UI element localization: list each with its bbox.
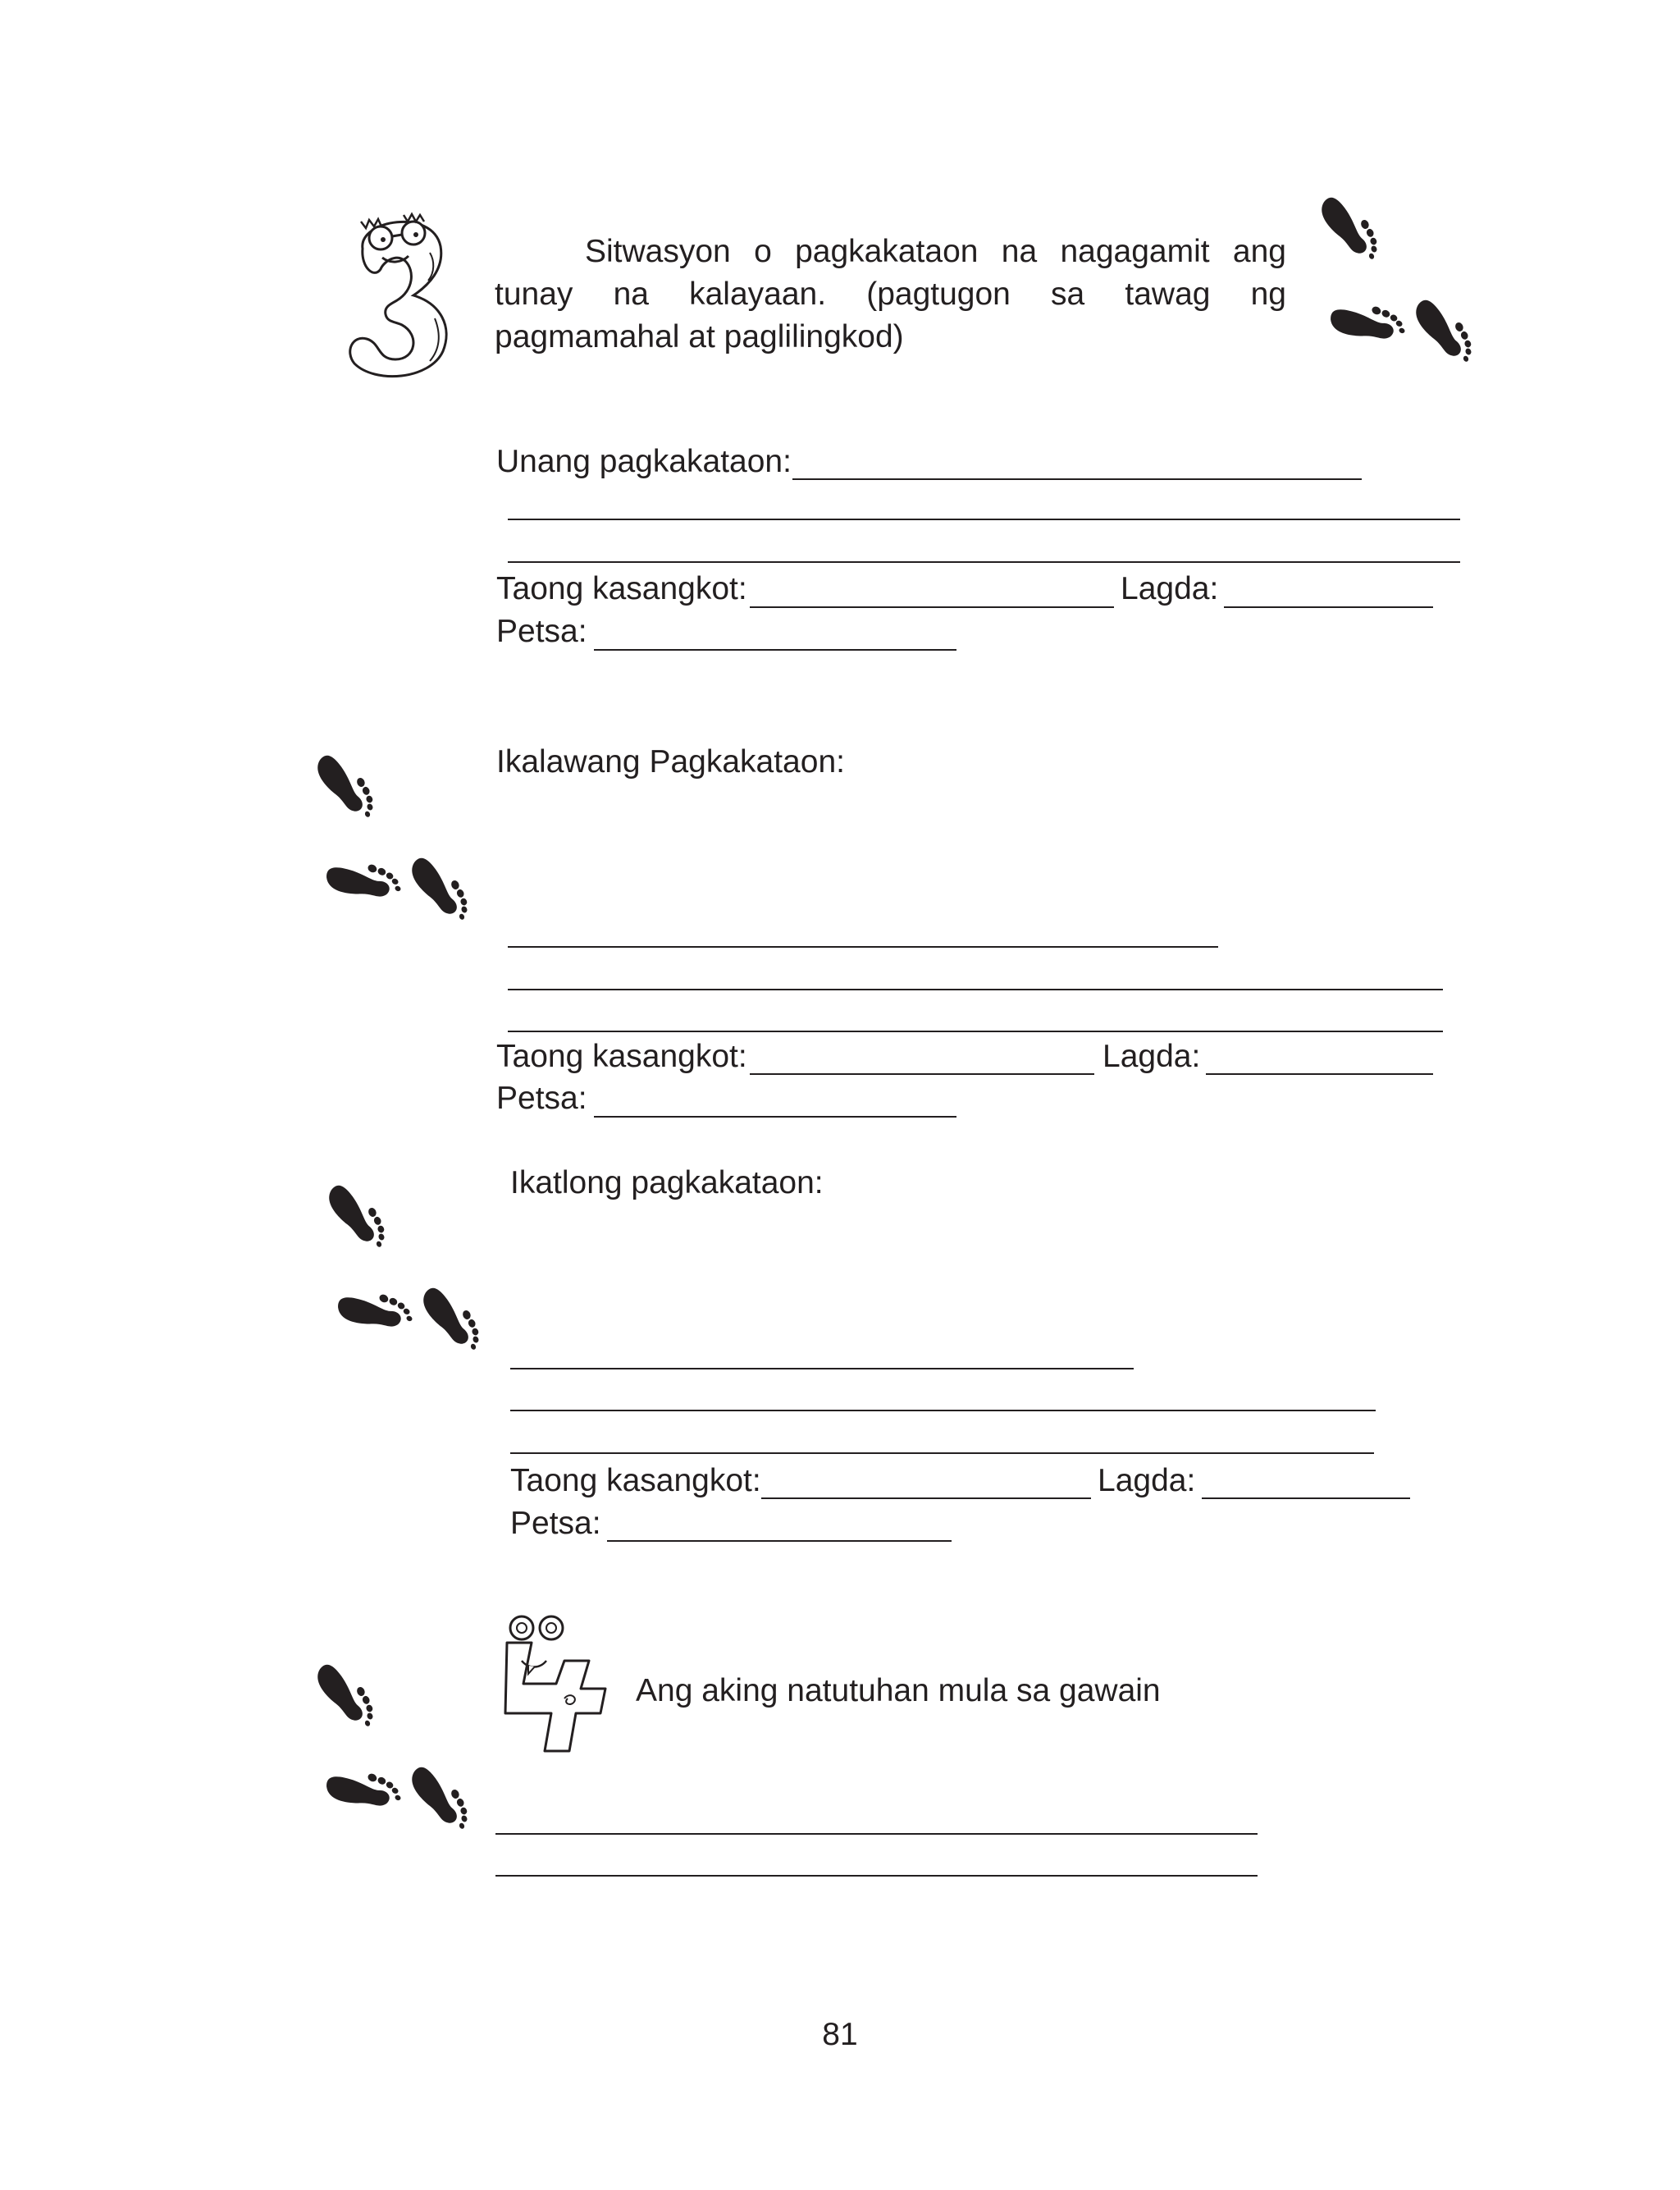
page-number: 81 [822,2017,858,2052]
section-3-signature-label: Lagda: [1098,1463,1196,1498]
section-1-person-label: Taong kasangkot: [496,571,747,606]
section-3-signature-field[interactable] [1202,1497,1410,1499]
section-1-heading: Unang pagkakataon: [496,444,792,479]
section-1-date-field[interactable] [594,649,956,651]
section-1-signature-field[interactable] [1224,606,1433,608]
section-1-answer-line[interactable] [508,561,1460,563]
section-2-answer-line[interactable] [508,989,1443,990]
section-3-person-label: Taong kasangkot: [510,1463,761,1498]
section-3-heading: Ikatlong pagkakataon: [510,1165,824,1200]
section-1-date-label: Petsa: [496,614,587,649]
section-2-signature-label: Lagda: [1102,1039,1201,1074]
section-1-person-field[interactable] [750,606,1114,608]
section-3-answer-line[interactable] [510,1452,1374,1454]
section-2-person-field[interactable] [750,1073,1094,1075]
section-2-date-field[interactable] [594,1116,956,1118]
section-3-answer-line[interactable] [510,1410,1376,1411]
section-2-person-label: Taong kasangkot: [496,1039,747,1074]
reflection-prompt: Ang aking natutuhan mula sa gawain [636,1673,1161,1708]
reflection-answer-line[interactable] [495,1875,1258,1877]
numeral-three-icon [338,203,463,384]
section-2-answer-line[interactable] [508,1031,1443,1032]
section-3-person-field[interactable] [761,1497,1091,1499]
section-1-answer-line[interactable] [508,519,1460,520]
footprints-icon [318,1671,482,1868]
numeral-four-icon [499,1610,614,1758]
section-2-heading: Ikalawang Pagkakataon: [496,744,845,780]
section-3-answer-line[interactable] [510,1368,1134,1369]
reflection-answer-line[interactable] [495,1833,1258,1835]
footprints-icon [318,761,482,958]
section-2-date-label: Petsa: [496,1081,587,1116]
section-1-heading-blank[interactable] [792,478,1362,480]
section-1-signature-label: Lagda: [1121,571,1219,606]
section-3-date-field[interactable] [607,1540,952,1542]
section-2-answer-line[interactable] [508,946,1218,948]
footprints-icon [330,1191,494,1388]
instruction-text: Sitwasyon o pagkakataon na nagagamit ang tunay na kalayaan. (pagtugon sa tawag ng pagmamahal at paglilingkod) [495,234,1286,354]
footprints-icon [1322,203,1486,400]
section-2-signature-field[interactable] [1206,1073,1433,1075]
section-3-date-label: Petsa: [510,1506,601,1541]
